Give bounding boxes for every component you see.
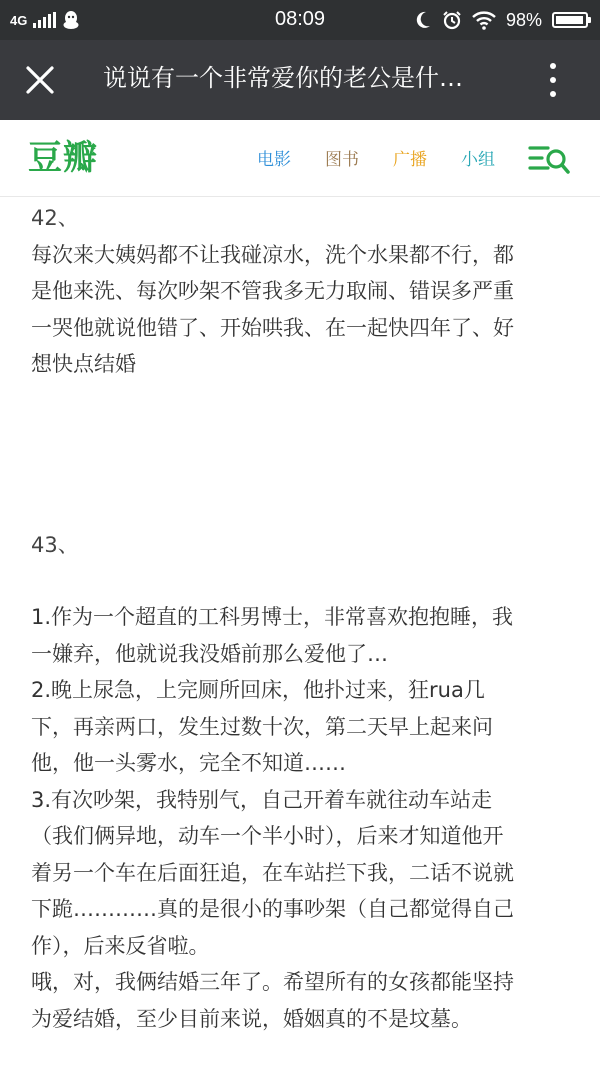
menu-search-icon[interactable] — [528, 142, 570, 176]
close-icon[interactable] — [22, 62, 58, 98]
entry-43-line-8: 着另一个车在后面狂追，在车站拦下我，二话不说就 — [31, 860, 514, 885]
spacer — [31, 563, 571, 599]
entry-43-line-3: 2.晚上尿急，上完厕所回床，他扑过来，狂rua几 — [31, 678, 485, 702]
entry-42-line-2: 是他来洗、每次吵架不管我多无力取闹、错误多严重 — [31, 279, 514, 303]
douban-logo[interactable]: 豆瓣 — [28, 138, 98, 178]
entry-42-line-4: 想快点结婚 — [31, 352, 136, 376]
battery-icon — [552, 12, 588, 28]
entry-43-line-7: （我们俩异地，动车一个半小时），后来才知道他开 — [31, 824, 504, 848]
nav-book[interactable]: 图书 — [325, 150, 359, 170]
battery-percentage: 98% — [505, 9, 542, 30]
nav-radio[interactable]: 广播 — [393, 150, 427, 170]
network-type: 4G — [10, 12, 28, 28]
douban-header — [0, 120, 600, 197]
wifi-icon — [472, 10, 496, 30]
entry-number-43: 43、 — [31, 532, 79, 557]
nav-movie[interactable]: 电影 — [257, 150, 291, 170]
entry-43-line-6: 3.有次吵架，我特别气，自己开着车就往动车站走 — [31, 787, 493, 812]
clock: 08:09 — [274, 8, 326, 30]
status-right — [414, 8, 588, 32]
more-vertical-icon[interactable] — [538, 58, 568, 102]
entry-number-42: 42、 — [31, 206, 79, 230]
alarm-icon — [442, 10, 462, 30]
entry-42-line-3: 一哭他就说他错了、开始哄我、在一起快四年了、好 — [31, 315, 514, 340]
entry-43-line-10: 作），后来反省啦。 — [31, 933, 210, 958]
page-title: 说说有一个非常爱你的老公是什… — [103, 64, 463, 92]
entry-43-line-12: 为爱结婚，至少目前来说，婚姻真的不是坟墓。 — [31, 1006, 472, 1031]
entry-43-line-5: 他，他一头雾水，完全不知道…… — [31, 751, 346, 775]
entry-43-line-2: 一嫌弃，他就说我没婚前那么爱他了… — [31, 641, 388, 666]
spacer — [31, 383, 571, 527]
status-bar — [0, 0, 600, 40]
entry-42-line-1: 每次来大姨妈都不让我碰凉水，洗个水果都不行，都 — [31, 242, 514, 267]
entry-43-line-9: 下跪…………真的是很小的事吵架（自己都觉得自己 — [31, 897, 514, 921]
battery-level — [556, 16, 583, 24]
entry-43-line-11: 哦，对，我俩结婚三年了。希望所有的女孩都能坚持 — [31, 970, 514, 994]
entry-43-line-4: 下，再亲两口，发生过数十次，第二天早上起来问 — [31, 714, 493, 739]
entry-43-line-1: 1.作为一个超直的工科男博士，非常喜欢抱抱睡，我 — [31, 605, 514, 629]
nav-group[interactable]: 小组 — [461, 150, 495, 170]
post-content — [31, 200, 571, 1037]
moon-icon — [414, 10, 432, 30]
title-bar — [0, 40, 600, 120]
